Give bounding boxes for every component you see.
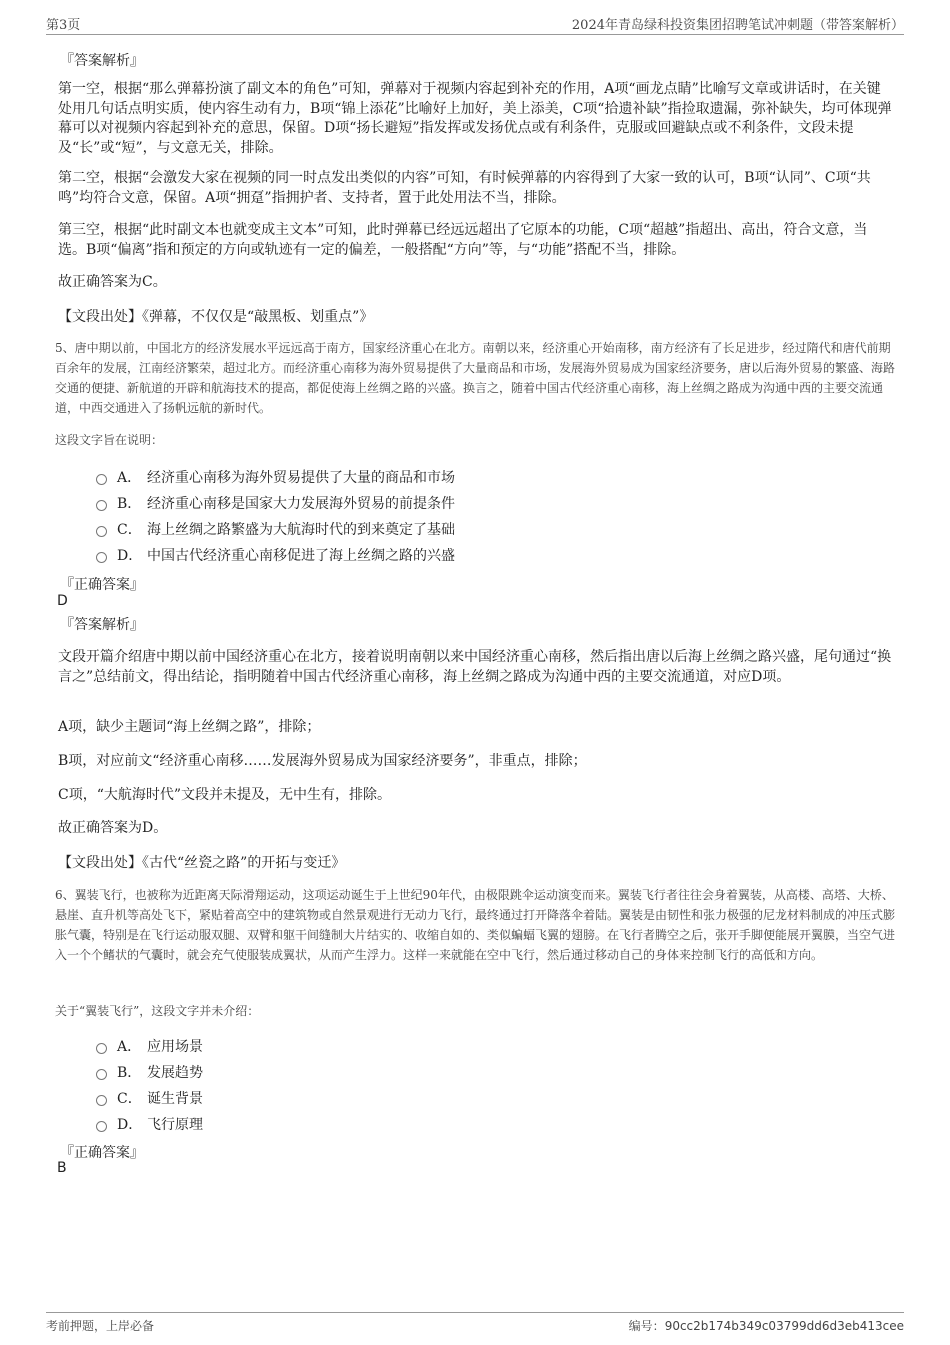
option-text: 海上丝绸之路繁盛为大航海时代的到来奠定了基础 — [147, 522, 455, 538]
radio-icon[interactable] — [96, 1095, 107, 1106]
radio-icon[interactable] — [96, 526, 107, 537]
option-letter: B． — [117, 496, 142, 512]
option-letter: C． — [117, 522, 142, 538]
code-value: 90cc2b174b349c03799dd6d3eb413cee — [664, 1319, 904, 1333]
correct-answer: D — [57, 593, 68, 609]
code-label: 编号： — [628, 1319, 665, 1333]
option-c[interactable] — [96, 1088, 203, 1108]
option-letter: A． — [117, 1039, 142, 1055]
option-a[interactable] — [96, 467, 455, 487]
page-footer — [46, 1312, 904, 1333]
option-text: 诞生背景 — [147, 1091, 203, 1107]
footer-slogan: 考前押题，上岸必备 — [46, 1319, 155, 1333]
option-text: 经济重心南移为海外贸易提供了大量的商品和市场 — [147, 470, 455, 486]
question-5-text: 5、唐中期以前，中国北方的经济发展水平远远高于南方，国家经济重心在北方。南朝以来，经济重心开始南移，南方经济有了长足进步，经过隋代和唐代前期百余年的发展，江南经济繁荣，超过北方。而经济重心南移为海外贸易提供了大量商品和市场，发展海外贸易成为国家经济要务，唐以后海外贸易的繁盛、海路交通的便捷、新航道的开辟和航海技术的提高，都促使海上丝绸之路的兴盛。换言之，随着中国古代经济重心南移，海上丝绸之路成为沟通中西的主要交流通道，中西交通进入了扬帆远航的新时代。 — [55, 341, 896, 415]
document-title: 2024年青岛绿科投资集团招聘笔试冲刺题（带答案解析） — [571, 18, 904, 33]
answer-conclusion: 故正确答案为D。 — [58, 820, 168, 836]
option-c[interactable] — [96, 519, 455, 539]
analysis-paragraph-1: 第一空，根据“那么弹幕扮演了副文本的角色”可知，弹幕对于视频内容起到补充的作用，A项“画龙点睛”比喻写文章或讲话时，在关键处用几句话点明实质，使内容生动有力，B项“锦上添花”比喻好上加好，美上添美，C项“拾遗补缺”指捡取遗漏，弥补缺失，均可体现弹幕可以对视频内容起到补充的意思，保留。D项“扬长避短”指发挥或发扬优点或有利条件，克服或回避缺点或不利条件，文段未提及“长”或“短”，与文意无关，排除。 — [58, 81, 892, 156]
question-6-prompt: 关于“翼装飞行”，这段文字并未介绍： — [55, 1004, 260, 1018]
analysis-paragraph-1: 文段开篇介绍唐中期以前中国经济重心在北方，接着说明南朝以来中国经济重心南移，然后指出唐以后海上丝绸之路兴盛，尾句通过“换言之”总结前文，得出结论，指明随着中国古代经济重心南移，海上丝绸之路成为沟通中西的主要交流通道，对应D项。 — [58, 649, 892, 685]
page-header — [46, 12, 904, 35]
option-text: 发展趋势 — [147, 1065, 203, 1081]
option-text: 中国古代经济重心南移促进了海上丝绸之路的兴盛 — [147, 548, 455, 564]
analysis-option-b: B项，对应前文“经济重心南移……发展海外贸易成为国家经济要务”，非重点，排除； — [58, 753, 587, 769]
option-d[interactable] — [96, 545, 455, 565]
source-citation: 【文段出处】《古代“丝瓷之路”的开拓与变迁》 — [58, 855, 346, 871]
radio-icon[interactable] — [96, 500, 107, 511]
correct-answer-label: 『正确答案』 — [60, 577, 144, 593]
analysis-paragraph-3: 第三空，根据“此时副文本也就变成主文本”可知，此时弹幕已经远远超出了它原本的功能，C项“超越”指超出、高出，符合文意，当选。B项“偏离”指和预定的方向或轨迹有一定的偏差，一般搭配“方向”等，与“功能”搭配不当，排除。 — [58, 222, 868, 258]
option-a[interactable] — [96, 1036, 203, 1056]
option-b[interactable] — [96, 1062, 203, 1082]
correct-answer: B — [57, 1160, 67, 1176]
radio-icon[interactable] — [96, 1043, 107, 1054]
option-letter: C． — [117, 1091, 142, 1107]
option-letter: D． — [117, 1117, 143, 1133]
source-citation: 【文段出处】《弹幕，不仅仅是“敲黑板、划重点”》 — [58, 309, 374, 325]
radio-icon[interactable] — [96, 1069, 107, 1080]
option-letter: A． — [117, 470, 142, 486]
correct-answer-label: 『正确答案』 — [60, 1145, 144, 1161]
analysis-label: 『答案解析』 — [60, 617, 144, 633]
option-text: 经济重心南移是国家大力发展海外贸易的前提条件 — [147, 496, 455, 512]
option-text: 应用场景 — [147, 1039, 203, 1055]
option-letter: B． — [117, 1065, 142, 1081]
radio-icon[interactable] — [96, 1121, 107, 1132]
option-letter: D． — [117, 548, 143, 564]
answer-conclusion: 故正确答案为C。 — [58, 274, 167, 290]
analysis-label: 『答案解析』 — [60, 53, 144, 69]
analysis-paragraph-2: 第二空，根据“会激发大家在视频的同一时点发出类似的内容”可知，有时候弹幕的内容得到了大家一致的认可，B项“认同”、C项“共鸣”均符合文意，保留。A项“拥趸”指拥护者、支持者，置于此处用法不当，排除。 — [58, 170, 871, 206]
document-code — [629, 1317, 904, 1334]
radio-icon[interactable] — [96, 474, 107, 485]
option-text: 飞行原理 — [147, 1117, 203, 1133]
option-b[interactable] — [96, 493, 455, 513]
analysis-option-a: A项，缺少主题词“海上丝绸之路”，排除； — [58, 719, 321, 735]
question-6-text: 6、翼装飞行，也被称为近距离天际滑翔运动，这项运动诞生于上世纪90年代，由极限跳伞运动演变而来。翼装飞行者往往会身着翼装，从高楼、高塔、大桥、悬崖、直升机等高处飞下，紧贴着高空中的建筑物或自然景观进行无动力飞行，最终通过打开降落伞着陆。翼装是由韧性和张力极强的尼龙材料制成的冲压式膨胀气囊，特别是在飞行运动服双腿、双臂和躯干间缝制大片结实的、收缩自如的、类似蝙蝠飞翼的翅膀。在飞行者腾空之后，张开手脚便能展开翼膜，当空气进入一个个鳍状的气囊时，就会充气使服装成翼状，从而产生浮力。这样一来就能在空中飞行，然后通过移动自己的身体来控制飞行的高低和方向。 — [55, 888, 896, 962]
analysis-option-c: C项，“大航海时代”文段并未提及，无中生有，排除。 — [58, 787, 392, 803]
option-d[interactable] — [96, 1114, 203, 1134]
page-number: 第3页 — [46, 18, 81, 33]
radio-icon[interactable] — [96, 552, 107, 563]
question-5-prompt: 这段文字旨在说明： — [55, 433, 164, 447]
